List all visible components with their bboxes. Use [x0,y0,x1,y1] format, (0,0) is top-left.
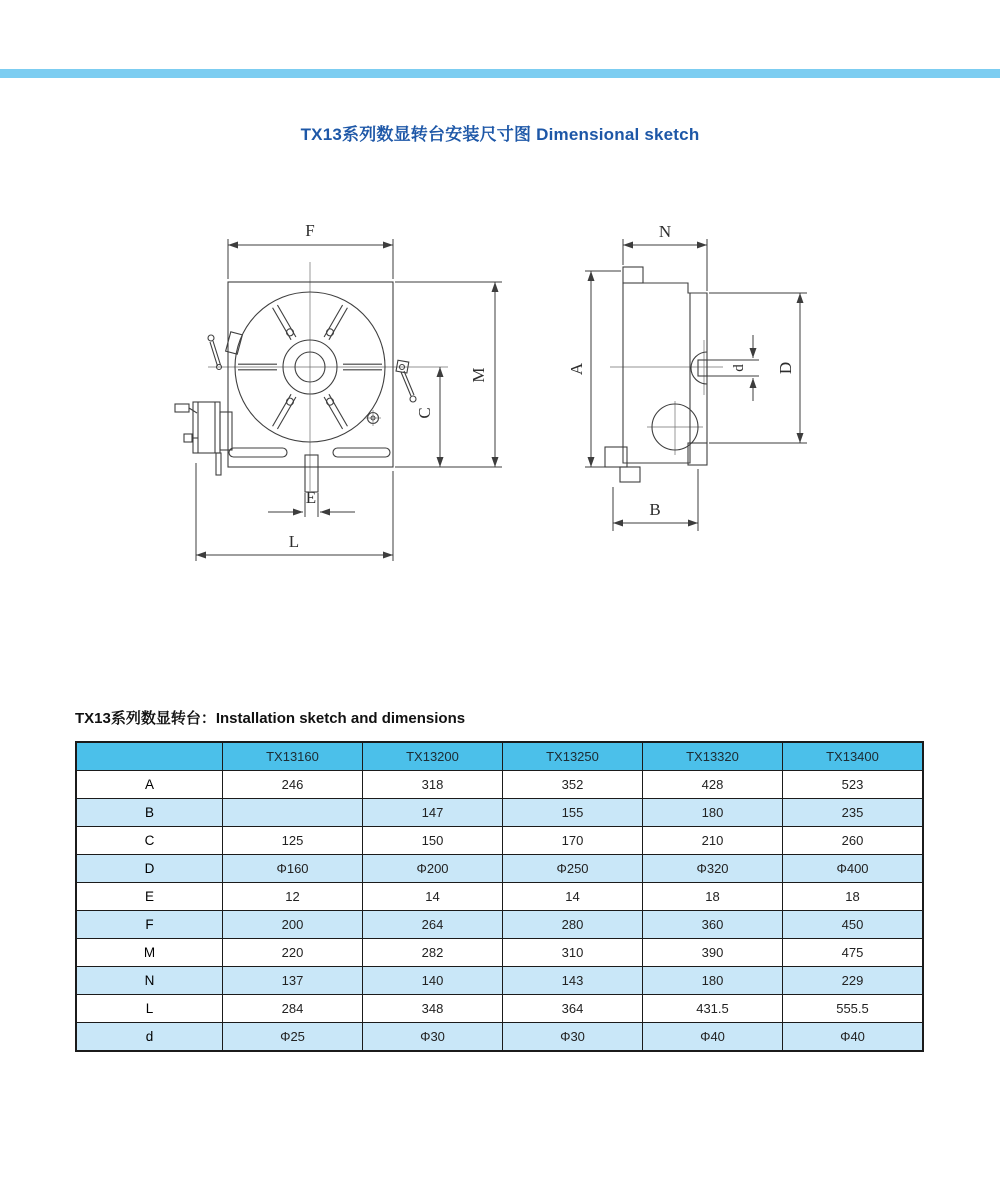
table-row [76,771,923,799]
dimension-value: 450 [783,911,924,939]
dimension-value: 200 [223,911,363,939]
dimension-value: 235 [783,799,924,827]
dimensions-table [75,741,924,1052]
dim-label-E: E [305,488,317,507]
section-heading: TX13系列数显转台：Installation sketch and dimensions [75,710,466,727]
dimension-D [709,293,807,443]
dimension-value: 137 [223,967,363,995]
table-body [76,771,923,1052]
row-label: D [76,855,223,883]
dimension-value: 14 [363,883,503,911]
dimension-value: Φ30 [503,1023,643,1052]
dim-label-M: M [469,367,488,383]
dimension-value: 18 [783,883,924,911]
column-header: TX13200 [363,742,503,771]
bolt-detail [365,410,381,426]
table-row [76,995,923,1023]
row-label: d [76,1023,223,1052]
dimension-value: 170 [503,827,643,855]
clamp-lever-right [396,360,416,402]
housing-outline [623,267,707,463]
dimension-value: 155 [503,799,643,827]
dimension-value: 280 [503,911,643,939]
dim-label-N: N [658,222,672,241]
dimension-value: Φ40 [643,1023,783,1052]
dimension-value: 318 [363,771,503,799]
dimension-F [228,221,393,279]
dimension-value: 428 [643,771,783,799]
row-label: A [76,771,223,799]
dimension-value [223,799,363,827]
dimension-value: 264 [363,911,503,939]
dim-label-F: F [305,221,315,240]
handwheel [175,402,232,475]
dim-label-A: A [567,362,586,376]
dimension-value: Φ320 [643,855,783,883]
dimension-value: 475 [783,939,924,967]
column-header: TX13400 [783,742,924,771]
row-label: C [76,827,223,855]
dimension-N [623,222,707,291]
dimension-value: 284 [223,995,363,1023]
dimension-value: 12 [223,883,363,911]
dimension-value: 360 [643,911,783,939]
table-row [76,1023,923,1052]
dimension-d [707,335,759,401]
dim-label-C: C [415,407,434,419]
row-label: B [76,799,223,827]
dimension-value: 125 [223,827,363,855]
accent-bar [0,69,1000,78]
table-row [76,827,923,855]
dim-label-D: D [776,361,795,375]
table-row [76,855,923,883]
dimension-value: 180 [643,799,783,827]
dimension-value: 147 [363,799,503,827]
page-title: TX13系列数显转台安装尺寸图 Dimensional sketch [300,125,700,144]
dimension-value: 431.5 [643,995,783,1023]
centerlines [610,340,723,455]
dimension-value: 282 [363,939,503,967]
dimension-value: 150 [363,827,503,855]
table-row [76,967,923,995]
row-label: F [76,911,223,939]
dimension-value: 523 [783,771,924,799]
dimension-M [395,282,502,467]
dim-label-d: d [731,364,747,372]
dimension-value: Φ250 [503,855,643,883]
dimension-E [268,488,355,517]
table-body-outline [228,282,393,492]
dimensions-table-wrap [75,741,924,1052]
dimension-value: 555.5 [783,995,924,1023]
row-label: L [76,995,223,1023]
dimension-value: 310 [503,939,643,967]
dimension-B [613,469,698,531]
dimension-value: Φ30 [363,1023,503,1052]
dimension-value: 210 [643,827,783,855]
dimension-value: Φ400 [783,855,924,883]
column-header: TX13250 [503,742,643,771]
table-row [76,799,923,827]
dimension-value: 14 [503,883,643,911]
front-view-drawing [150,205,530,575]
dimension-value: 18 [643,883,783,911]
dimension-value: 352 [503,771,643,799]
dimension-A [567,271,621,467]
dimension-value: Φ160 [223,855,363,883]
dimension-value: 390 [643,939,783,967]
dimension-value: 180 [643,967,783,995]
dimension-value: Φ200 [363,855,503,883]
table-row [76,911,923,939]
dimension-value: 229 [783,967,924,995]
dimension-value: 246 [223,771,363,799]
table-row [76,939,923,967]
row-label: N [76,967,223,995]
column-header: TX13160 [223,742,363,771]
row-label: E [76,883,223,911]
table-head-row [76,742,923,771]
dimension-value: 220 [223,939,363,967]
dimension-value: 364 [503,995,643,1023]
dim-label-B: B [649,500,661,519]
dimension-value: 143 [503,967,643,995]
dimension-value: 140 [363,967,503,995]
row-label: M [76,939,223,967]
dimension-value: Φ40 [783,1023,924,1052]
dimension-value: Φ25 [223,1023,363,1052]
center-boss [691,352,707,384]
side-view-drawing [555,205,855,545]
dimension-C [415,367,440,467]
dimension-value: 260 [783,827,924,855]
dimension-value: 348 [363,995,503,1023]
column-header: TX13320 [643,742,783,771]
table-row [76,883,923,911]
dim-label-L: L [288,532,300,551]
corner-cell [76,742,223,771]
